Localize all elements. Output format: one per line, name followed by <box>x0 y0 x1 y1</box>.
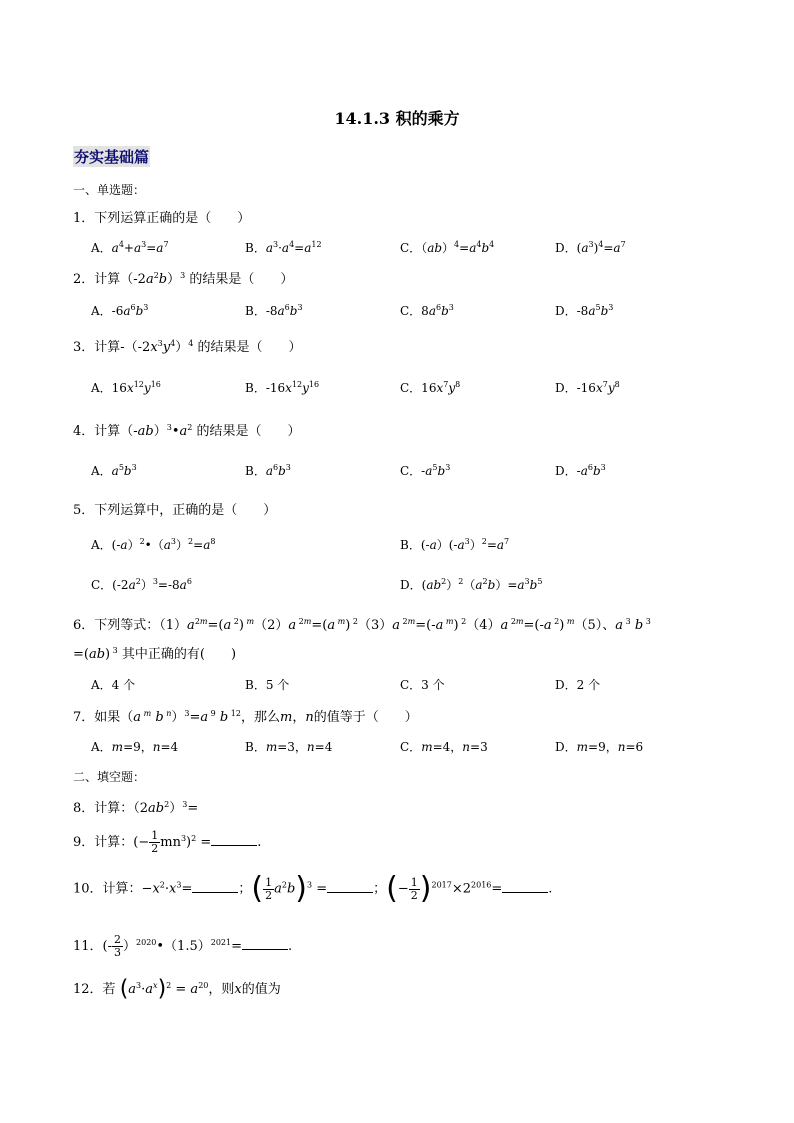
q6-option-b: B．5 个 <box>245 678 290 692</box>
q6-option-a: A．4 个 <box>91 678 136 692</box>
q4-option-c: C．$-a^5b^3$ <box>400 463 451 478</box>
part-heading-fill: 二、填空题： <box>73 770 146 784</box>
q3-option-d: D．$-16x^7y^8$ <box>555 380 620 395</box>
q7-option-b: B．m=3，n=4 <box>245 740 333 754</box>
q1-option-a: A．$a^4+a^3=a^7$ <box>91 240 169 255</box>
section-heading: 夯实基础篇 <box>74 148 150 166</box>
question-2: 2．计算$(-2a^2b)^3$ 的结果是（ ） <box>73 271 294 287</box>
q2-option-d: D．$-8a^5b^3$ <box>555 303 614 318</box>
q1-option-d: D．$(a^3)^4=a^7$ <box>555 240 626 255</box>
q2-option-c: C．$8a^6b^3$ <box>400 303 454 318</box>
part-heading-choice: 一、单选题： <box>73 183 146 197</box>
question-11: 11．(- $\frac{2}{3}$ ）$^{2020}•(1.5)^{2021}=$ . <box>73 933 293 959</box>
question-6-line2: =(ab) $^3$ 其中正确的有( ) <box>73 646 237 662</box>
q5-option-b: B．$(-a)(-a^3)^2=a^7$ <box>400 537 510 552</box>
q2-option-b: B．$-8a^6b^3$ <box>245 303 303 318</box>
question-5: 5．下列运算中，正确的是（ ） <box>73 503 277 518</box>
q4-option-a: A．$a^5b^3$ <box>91 463 137 478</box>
q2-option-a: A．$-6a^6b^3$ <box>91 303 149 318</box>
question-12: 12．若 $(a^3\cdot a^x)^2 = a^{20}$，则x的值为 <box>73 976 281 1002</box>
question-9: 9．计算：(− $\frac{1}{2}$ $mn^3)^2$ = . <box>73 829 262 855</box>
q7-option-c: C．m=4，n=3 <box>400 740 488 754</box>
q5-option-d: D．$(ab^2)^2(a^2b)=a^3b^5$ <box>400 577 543 592</box>
q3-option-b: B．$-16x^{12}y^{16}$ <box>245 380 320 395</box>
q3-option-c: C．$16x^7y^8$ <box>400 380 461 395</box>
q6-option-c: C．3 个 <box>400 678 445 692</box>
q1-option-c: C．$(ab)^4=a^4b^4$ <box>400 240 495 255</box>
q1-option-b: B．$a^3\cdot a^4=a^{12}$ <box>245 240 322 255</box>
q5-option-c: C．$(-2a^2)^3=-8a^6$ <box>91 577 192 592</box>
q3-option-a: A．$16x^{12}y^{16}$ <box>91 380 161 395</box>
q7-option-a: A．m=9，n=4 <box>91 740 179 754</box>
question-1: 1．下列运算正确的是（ ） <box>73 211 251 226</box>
q7-option-d: D．m=9，n=6 <box>555 740 644 754</box>
question-3: 3．计算$-(-2x^3y^4)^4$ 的结果是（ ） <box>73 339 302 355</box>
q6-option-d: D．2 个 <box>555 678 601 692</box>
q4-option-b: B．$a^6b^3$ <box>245 463 291 478</box>
question-6-line1: 6．下列等式：$(1)a^{2m}=(a$ $^2$) $^m$（2）a $^{2m}$=(a $^m$) $^2$（3）a $^{2m}$=(-a $^m$) $^2$（4）a $^{2m}$=(-a $^2$) $^m$（5）、a $^3$ b $^3$ <box>73 617 651 633</box>
question-7: 7．如果（a $^m$ b $^n$）$^3$=a $^9$ b $^{12}$，那么m，n的值等于（ ） <box>73 709 418 725</box>
q4-option-d: D．$-a^6b^3$ <box>555 463 606 478</box>
page-title: 14.1.3 积的乘方 <box>334 109 460 128</box>
question-10: 10．计算：$-x^2\cdot x^3=$ ；( $\frac{1}{2}$ $a^2b)^3$ = ；(− $\frac{1}{2}$ )$^{2017}\times 2^{2016}=$ . <box>73 871 553 906</box>
question-8: 8．计算：$(2ab^2)^3=$ <box>73 800 199 816</box>
question-4: 4．计算$(-ab)^3•a^2$ 的结果是（ ） <box>73 423 301 439</box>
q5-option-a: A．$(-a)^2•(a^3)^2=a^8$ <box>91 537 216 552</box>
